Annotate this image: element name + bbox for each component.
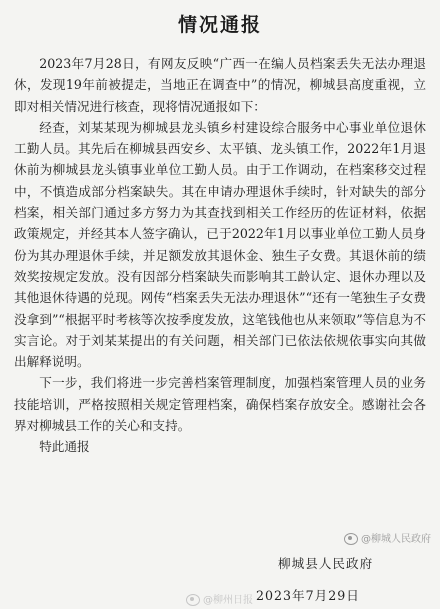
paragraph-intro: 2023年7月28日，有网友反映“广西一在编人员档案丢失无法办理退休，发现19年前被提走，当地正在调查中”的情况，柳城县高度重视，立即对相关情况进行核查，现将情况通报如下： <box>14 56 426 114</box>
weibo-icon <box>344 533 358 545</box>
watermark-right-text: @柳城人民政府 <box>361 534 431 545</box>
paragraph-findings: 经查，刘某某现为柳城县龙头镇乡村建设综合服务中心事业单位退休工勤人员。其先后在柳城县西安乡、太平镇、龙头镇工作，2022年1月退休前为柳城县龙头镇事业单位工勤人员。由于工作调动，在档案移交过程中，不慎造成部分档案缺失。其在申请办理退休手续时，针对缺失的部分档案，相关部门通过多方努力为其查找到相关工作经历的佐证材料，依据政策规定，并经其本人签字确认，已于2022年1月以事业单位工勤人员身份为其办理退休手续，并足额发放其退休金、独生子女费。其退休前的绩效奖按规定发放。没有因部分档案缺失而影响其工龄认定、退休办理以及其他退休待遇的兑现。网传“档案丢失无法办理退休”“还有一笔独生子女费没拿到”“根据平时考核等次按季度发放，这笔钱他也从来领取”等信息为不实言论。对于刘某某提出的有关问题，相关部门已依法依规依事实向其做出解释说明。 <box>14 119 426 370</box>
watermark-right <box>344 530 431 545</box>
watermark-left <box>186 591 253 606</box>
watermark-left-text: @柳州日报 <box>203 595 253 606</box>
signoff-text: 特此通报 <box>39 439 90 455</box>
signature-organization: 柳城县人民政府 <box>278 556 374 571</box>
signature-date: 2023年7月29日 <box>256 588 360 603</box>
paragraph-next-steps: 下一步，我们将进一步完善档案管理制度，加强档案管理人员的业务技能培训，严格按照相关规定管理档案，确保档案存放安全。感谢社会各界对柳城县工作的关心和支持。 <box>14 375 426 434</box>
weibo-icon <box>186 594 200 606</box>
document-title: 情况通报 <box>177 14 262 36</box>
